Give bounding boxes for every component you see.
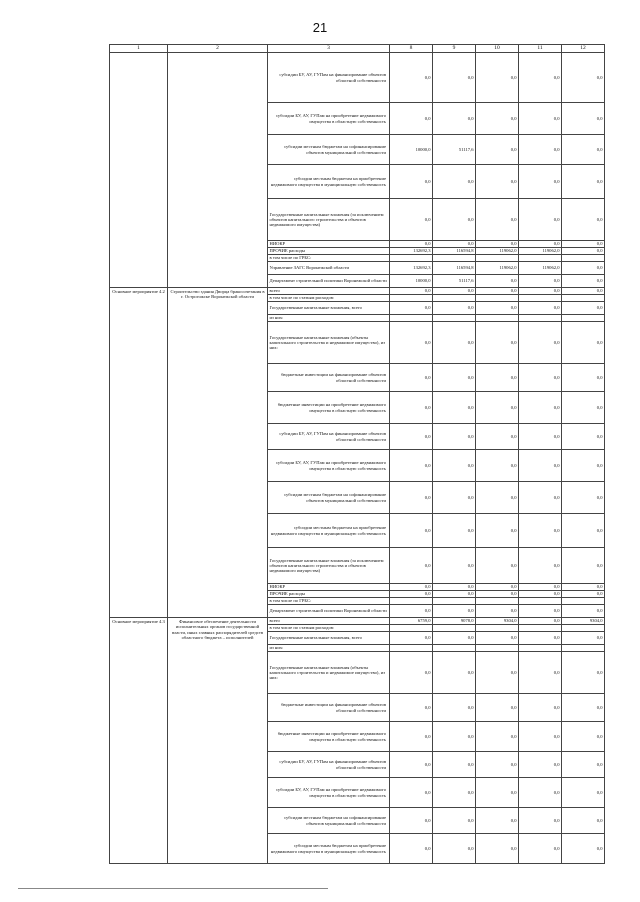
amount-cell: [519, 295, 562, 302]
amount-cell: 0,0: [476, 584, 519, 591]
amount-cell: 0,0: [476, 591, 519, 598]
amount-cell: 0,0: [433, 53, 476, 103]
amount-cell: 0,0: [476, 722, 519, 752]
page-number: 21: [312, 20, 328, 35]
amount-cell: 0,0: [562, 605, 605, 618]
amount-cell: 0,0: [476, 275, 519, 288]
header-cell: 9: [433, 45, 476, 53]
expense-label-cell: из них:: [268, 315, 390, 322]
amount-cell: 0,0: [562, 275, 605, 288]
amount-cell: 0,0: [390, 548, 433, 584]
header-cell: 11: [519, 45, 562, 53]
expense-label-cell: НИОКР: [268, 584, 390, 591]
amount-cell: [519, 625, 562, 632]
amount-cell: 0,0: [476, 165, 519, 199]
amount-cell: 0,0: [519, 450, 562, 482]
expense-label-cell: в том числе по ГРБС:: [268, 598, 390, 605]
amount-cell: [433, 645, 476, 652]
amount-cell: 10000,0: [390, 135, 433, 165]
amount-cell: [476, 295, 519, 302]
amount-cell: 0,0: [390, 778, 433, 808]
amount-cell: 0,0: [433, 424, 476, 450]
amount-cell: 0,0: [562, 302, 605, 315]
amount-cell: 0,0: [562, 591, 605, 598]
amount-cell: 0,0: [390, 694, 433, 722]
amount-cell: [562, 315, 605, 322]
header-row: [110, 45, 605, 53]
amount-cell: 0,0: [476, 482, 519, 514]
amount-cell: [562, 598, 605, 605]
amount-cell: 0,0: [519, 618, 562, 625]
amount-cell: 0,0: [433, 364, 476, 392]
amount-cell: 0,0: [390, 834, 433, 864]
amount-cell: 0,0: [562, 632, 605, 645]
expense-label-cell: субсидии местным бюджетам на приобретение недвижимого имущества в муниципальную собственность: [268, 165, 390, 199]
amount-cell: 0,0: [390, 752, 433, 778]
expense-label-cell: ПРОЧИЕ расходы: [268, 248, 390, 255]
amount-cell: [519, 598, 562, 605]
amount-cell: 0,0: [433, 652, 476, 694]
amount-cell: 0,0: [390, 450, 433, 482]
amount-cell: [433, 315, 476, 322]
amount-cell: 0,0: [433, 778, 476, 808]
amount-cell: 0,0: [390, 808, 433, 834]
amount-cell: [562, 645, 605, 652]
amount-cell: 0,0: [433, 548, 476, 584]
header-cell: 8: [390, 45, 433, 53]
activity-code-cell: Основное мероприятие 4.3: [110, 618, 168, 864]
amount-cell: 0,0: [562, 392, 605, 424]
expense-label-cell: субсидии БУ, АУ, ГУПам на приобретение недвижимого имущества в областную собственность: [268, 450, 390, 482]
amount-cell: 0,0: [562, 103, 605, 135]
amount-cell: 0,0: [433, 322, 476, 364]
amount-cell: [390, 645, 433, 652]
amount-cell: 0,0: [519, 392, 562, 424]
amount-cell: 0,0: [519, 694, 562, 722]
amount-cell: 0,0: [562, 241, 605, 248]
amount-cell: 0,0: [519, 778, 562, 808]
amount-cell: 0,0: [390, 591, 433, 598]
amount-cell: 0,0: [390, 165, 433, 199]
amount-cell: 0,0: [476, 103, 519, 135]
amount-cell: [390, 625, 433, 632]
expense-label-cell: из них:: [268, 645, 390, 652]
header-cell: 10: [476, 45, 519, 53]
expense-label-cell: Государственные капитальные вложения, всего: [268, 302, 390, 315]
expense-label-cell: Государственные капитальные вложения (объекты капитального строительства и недвижимое имущество), из них:: [268, 322, 390, 364]
amount-cell: 0,0: [433, 199, 476, 241]
expense-label-cell: НИОКР: [268, 241, 390, 248]
amount-cell: 0,0: [476, 53, 519, 103]
amount-cell: 0,0: [433, 834, 476, 864]
table-row: [110, 288, 605, 295]
amount-cell: 0,0: [476, 424, 519, 450]
amount-cell: 0,0: [562, 262, 605, 275]
expense-label-cell: субсидии местным бюджетам на приобретение недвижимого имущества в муниципальную собственность: [268, 834, 390, 864]
amount-cell: 0,0: [476, 605, 519, 618]
expense-label-cell: бюджетные инвестиции на финансирование объектов областной собственности: [268, 364, 390, 392]
amount-cell: 0,0: [519, 199, 562, 241]
activity-name-cell: [168, 53, 268, 288]
amount-cell: 132692,3: [390, 248, 433, 255]
amount-cell: [433, 625, 476, 632]
amount-cell: 0,0: [562, 808, 605, 834]
footer-rule: [18, 888, 328, 889]
amount-cell: 0,0: [433, 392, 476, 424]
amount-cell: 0,0: [562, 652, 605, 694]
amount-cell: [390, 598, 433, 605]
amount-cell: 0,0: [562, 53, 605, 103]
amount-cell: [433, 255, 476, 262]
expense-label-cell: в том числе по статьям расходов:: [268, 295, 390, 302]
amount-cell: 0,0: [433, 632, 476, 645]
amount-cell: 0,0: [562, 135, 605, 165]
amount-cell: 0,0: [562, 199, 605, 241]
amount-cell: [433, 295, 476, 302]
amount-cell: 0,0: [519, 241, 562, 248]
amount-cell: 0,0: [519, 275, 562, 288]
amount-cell: 116594,8: [433, 248, 476, 255]
expense-label-cell: субсидии местным бюджетам на приобретение недвижимого имущества в муниципальную собственность: [268, 514, 390, 548]
amount-cell: 0,0: [433, 514, 476, 548]
amount-cell: 119062,0: [476, 248, 519, 255]
amount-cell: 0,0: [519, 752, 562, 778]
amount-cell: 119062,0: [519, 262, 562, 275]
amount-cell: 0,0: [519, 135, 562, 165]
amount-cell: 0,0: [433, 605, 476, 618]
amount-cell: 0,0: [433, 722, 476, 752]
amount-cell: 0,0: [562, 165, 605, 199]
amount-cell: 0,0: [476, 652, 519, 694]
amount-cell: [476, 625, 519, 632]
amount-cell: 0,0: [476, 135, 519, 165]
amount-cell: 0,0: [390, 722, 433, 752]
amount-cell: [519, 645, 562, 652]
amount-cell: [562, 295, 605, 302]
amount-cell: 0,0: [562, 778, 605, 808]
amount-cell: 0,0: [390, 53, 433, 103]
amount-cell: 0,0: [562, 514, 605, 548]
amount-cell: 119062,0: [476, 262, 519, 275]
expense-label-cell: субсидии БУ, АУ, ГУПам на финансирование объектов областной собственности: [268, 752, 390, 778]
activity-name-cell: Финансовое обеспечение деятельности исполнительных органов государственной власти, иных главных распорядителей средств областного бюджета – исполнителей: [168, 618, 268, 864]
amount-cell: 0,0: [562, 834, 605, 864]
amount-cell: 0,0: [562, 450, 605, 482]
amount-cell: 0,0: [476, 322, 519, 364]
amount-cell: 0,0: [433, 302, 476, 315]
amount-cell: 0,0: [562, 752, 605, 778]
amount-cell: 0,0: [390, 241, 433, 248]
amount-cell: 0,0: [519, 652, 562, 694]
amount-cell: 0,0: [562, 584, 605, 591]
amount-cell: 0,0: [519, 482, 562, 514]
expense-label-cell: всего: [268, 288, 390, 295]
amount-cell: [390, 295, 433, 302]
expense-label-cell: субсидии БУ, АУ, ГУПам на финансирование объектов областной собственности: [268, 424, 390, 450]
amount-cell: 0,0: [476, 514, 519, 548]
amount-cell: 0,0: [433, 482, 476, 514]
header-cell: 3: [268, 45, 390, 53]
expense-label-cell: Государственные капитальные вложения, всего: [268, 632, 390, 645]
amount-cell: 0,0: [562, 722, 605, 752]
expense-label-cell: субсидии БУ, АУ, ГУПам на приобретение недвижимого имущества в областную собственность: [268, 778, 390, 808]
amount-cell: 116594,8: [433, 262, 476, 275]
amount-cell: 0,0: [433, 103, 476, 135]
amount-cell: 0,0: [519, 165, 562, 199]
amount-cell: 0,0: [562, 548, 605, 584]
expense-label-cell: Департамент строительной политики Воронежской области: [268, 275, 390, 288]
amount-cell: 0,0: [562, 482, 605, 514]
expense-label-cell: субсидии местным бюджетам на софинансирование объектов муниципальной собственности: [268, 135, 390, 165]
amount-cell: 0,0: [476, 632, 519, 645]
amount-cell: 0,0: [519, 424, 562, 450]
amount-cell: 0,0: [476, 364, 519, 392]
amount-cell: 0,0: [433, 165, 476, 199]
amount-cell: 0,0: [562, 364, 605, 392]
amount-cell: 0,0: [390, 392, 433, 424]
amount-cell: 0,0: [519, 302, 562, 315]
amount-cell: 0,0: [433, 808, 476, 834]
amount-cell: 0,0: [476, 199, 519, 241]
amount-cell: 0,0: [519, 288, 562, 295]
amount-cell: 0,0: [562, 248, 605, 255]
amount-cell: 0,0: [519, 808, 562, 834]
amount-cell: 0,0: [519, 834, 562, 864]
table-row: [110, 53, 605, 103]
expense-label-cell: в том числе по ГРБС:: [268, 255, 390, 262]
expense-label-cell: бюджетные инвестиции на приобретение недвижимого имущества в областную собственность: [268, 392, 390, 424]
amount-cell: 0,0: [476, 778, 519, 808]
amount-cell: 0,0: [476, 241, 519, 248]
amount-cell: 0,0: [390, 514, 433, 548]
amount-cell: 0,0: [562, 288, 605, 295]
amount-cell: 0,0: [519, 605, 562, 618]
expense-label-cell: Государственные капитальные вложения (за исключением объектов капитального строительства и объектов недвижимого имущества): [268, 199, 390, 241]
amount-cell: [562, 625, 605, 632]
amount-cell: 0,0: [390, 605, 433, 618]
amount-cell: [476, 315, 519, 322]
amount-cell: 0,0: [476, 808, 519, 834]
expense-label-cell: бюджетные инвестиции на финансирование объектов областной собственности: [268, 694, 390, 722]
amount-cell: 0,0: [433, 752, 476, 778]
amount-cell: 0,0: [519, 514, 562, 548]
amount-cell: [519, 315, 562, 322]
amount-cell: 51117,6: [433, 275, 476, 288]
amount-cell: 0,0: [433, 584, 476, 591]
header-cell: 2: [168, 45, 268, 53]
activity-code-cell: Основное мероприятие 4.2: [110, 288, 168, 618]
amount-cell: 0,0: [433, 241, 476, 248]
expense-label-cell: субсидии местным бюджетам на софинансирование объектов муниципальной собственности: [268, 808, 390, 834]
amount-cell: 0,0: [390, 103, 433, 135]
amount-cell: 0,0: [476, 834, 519, 864]
amount-cell: 0,0: [519, 548, 562, 584]
expense-label-cell: Управление ЗАГС Воронежской области: [268, 262, 390, 275]
amount-cell: 0,0: [519, 584, 562, 591]
amount-cell: 0,0: [390, 364, 433, 392]
amount-cell: 0,0: [433, 450, 476, 482]
activity-code-cell: [110, 53, 168, 288]
amount-cell: 0,0: [476, 694, 519, 722]
amount-cell: [390, 255, 433, 262]
expense-label-cell: бюджетные инвестиции на приобретение недвижимого имущества в областную собственность: [268, 722, 390, 752]
amount-cell: [519, 255, 562, 262]
expense-label-cell: ПРОЧИЕ расходы: [268, 591, 390, 598]
amount-cell: [476, 598, 519, 605]
amount-cell: 0,0: [390, 424, 433, 450]
amount-cell: 6759,0: [390, 618, 433, 625]
amount-cell: [390, 315, 433, 322]
amount-cell: 0,0: [519, 722, 562, 752]
amount-cell: 0,0: [476, 548, 519, 584]
expense-label-cell: субсидии местным бюджетам на софинансирование объектов муниципальной собственности: [268, 482, 390, 514]
table-row: [110, 618, 605, 625]
amount-cell: 0,0: [519, 322, 562, 364]
amount-cell: 0,0: [433, 694, 476, 722]
expense-label-cell: Государственные капитальные вложения (за исключением объектов капитального строительства и объектов недвижимого имущества): [268, 548, 390, 584]
activity-name-cell: Строительство здания Дворца бракосочетания в г. Острогожске Воронежской области: [168, 288, 268, 618]
amount-cell: 0,0: [390, 652, 433, 694]
budget-table: [109, 44, 605, 864]
amount-cell: 0,0: [562, 424, 605, 450]
expense-label-cell: субсидии БУ, АУ, ГУПам на приобретение недвижимого имущества в областную собственность: [268, 103, 390, 135]
amount-cell: 9078,0: [433, 618, 476, 625]
amount-cell: 9304,0: [476, 618, 519, 625]
amount-cell: 0,0: [519, 364, 562, 392]
amount-cell: [562, 255, 605, 262]
amount-cell: 132692,3: [390, 262, 433, 275]
amount-cell: 0,0: [562, 322, 605, 364]
amount-cell: [433, 598, 476, 605]
amount-cell: 0,0: [476, 450, 519, 482]
expense-label-cell: всего: [268, 618, 390, 625]
amount-cell: 0,0: [390, 288, 433, 295]
amount-cell: 0,0: [390, 302, 433, 315]
amount-cell: 0,0: [390, 632, 433, 645]
expense-label-cell: субсидии БУ, АУ, ГУПам на финансирование объектов областной собственности: [268, 53, 390, 103]
expense-label-cell: Департамент строительной политики Воронежской области: [268, 605, 390, 618]
amount-cell: 0,0: [562, 694, 605, 722]
amount-cell: 0,0: [390, 482, 433, 514]
amount-cell: 0,0: [519, 591, 562, 598]
amount-cell: 0,0: [476, 392, 519, 424]
amount-cell: 9304,0: [562, 618, 605, 625]
amount-cell: 0,0: [390, 584, 433, 591]
amount-cell: 0,0: [476, 752, 519, 778]
expense-label-cell: в том числе по статьям расходов:: [268, 625, 390, 632]
header-cell: 12: [562, 45, 605, 53]
amount-cell: 0,0: [433, 288, 476, 295]
amount-cell: 0,0: [519, 632, 562, 645]
amount-cell: 10000,0: [390, 275, 433, 288]
amount-cell: [476, 255, 519, 262]
amount-cell: 0,0: [433, 591, 476, 598]
amount-cell: 0,0: [519, 103, 562, 135]
amount-cell: 0,0: [519, 53, 562, 103]
amount-cell: 0,0: [390, 322, 433, 364]
amount-cell: [476, 645, 519, 652]
amount-cell: 0,0: [476, 302, 519, 315]
amount-cell: 119062,0: [519, 248, 562, 255]
amount-cell: 51117,6: [433, 135, 476, 165]
header-cell: 1: [110, 45, 168, 53]
expense-label-cell: Государственные капитальные вложения (объекты капитального строительства и недвижимое имущество), из них:: [268, 652, 390, 694]
amount-cell: 0,0: [390, 199, 433, 241]
amount-cell: 0,0: [476, 288, 519, 295]
